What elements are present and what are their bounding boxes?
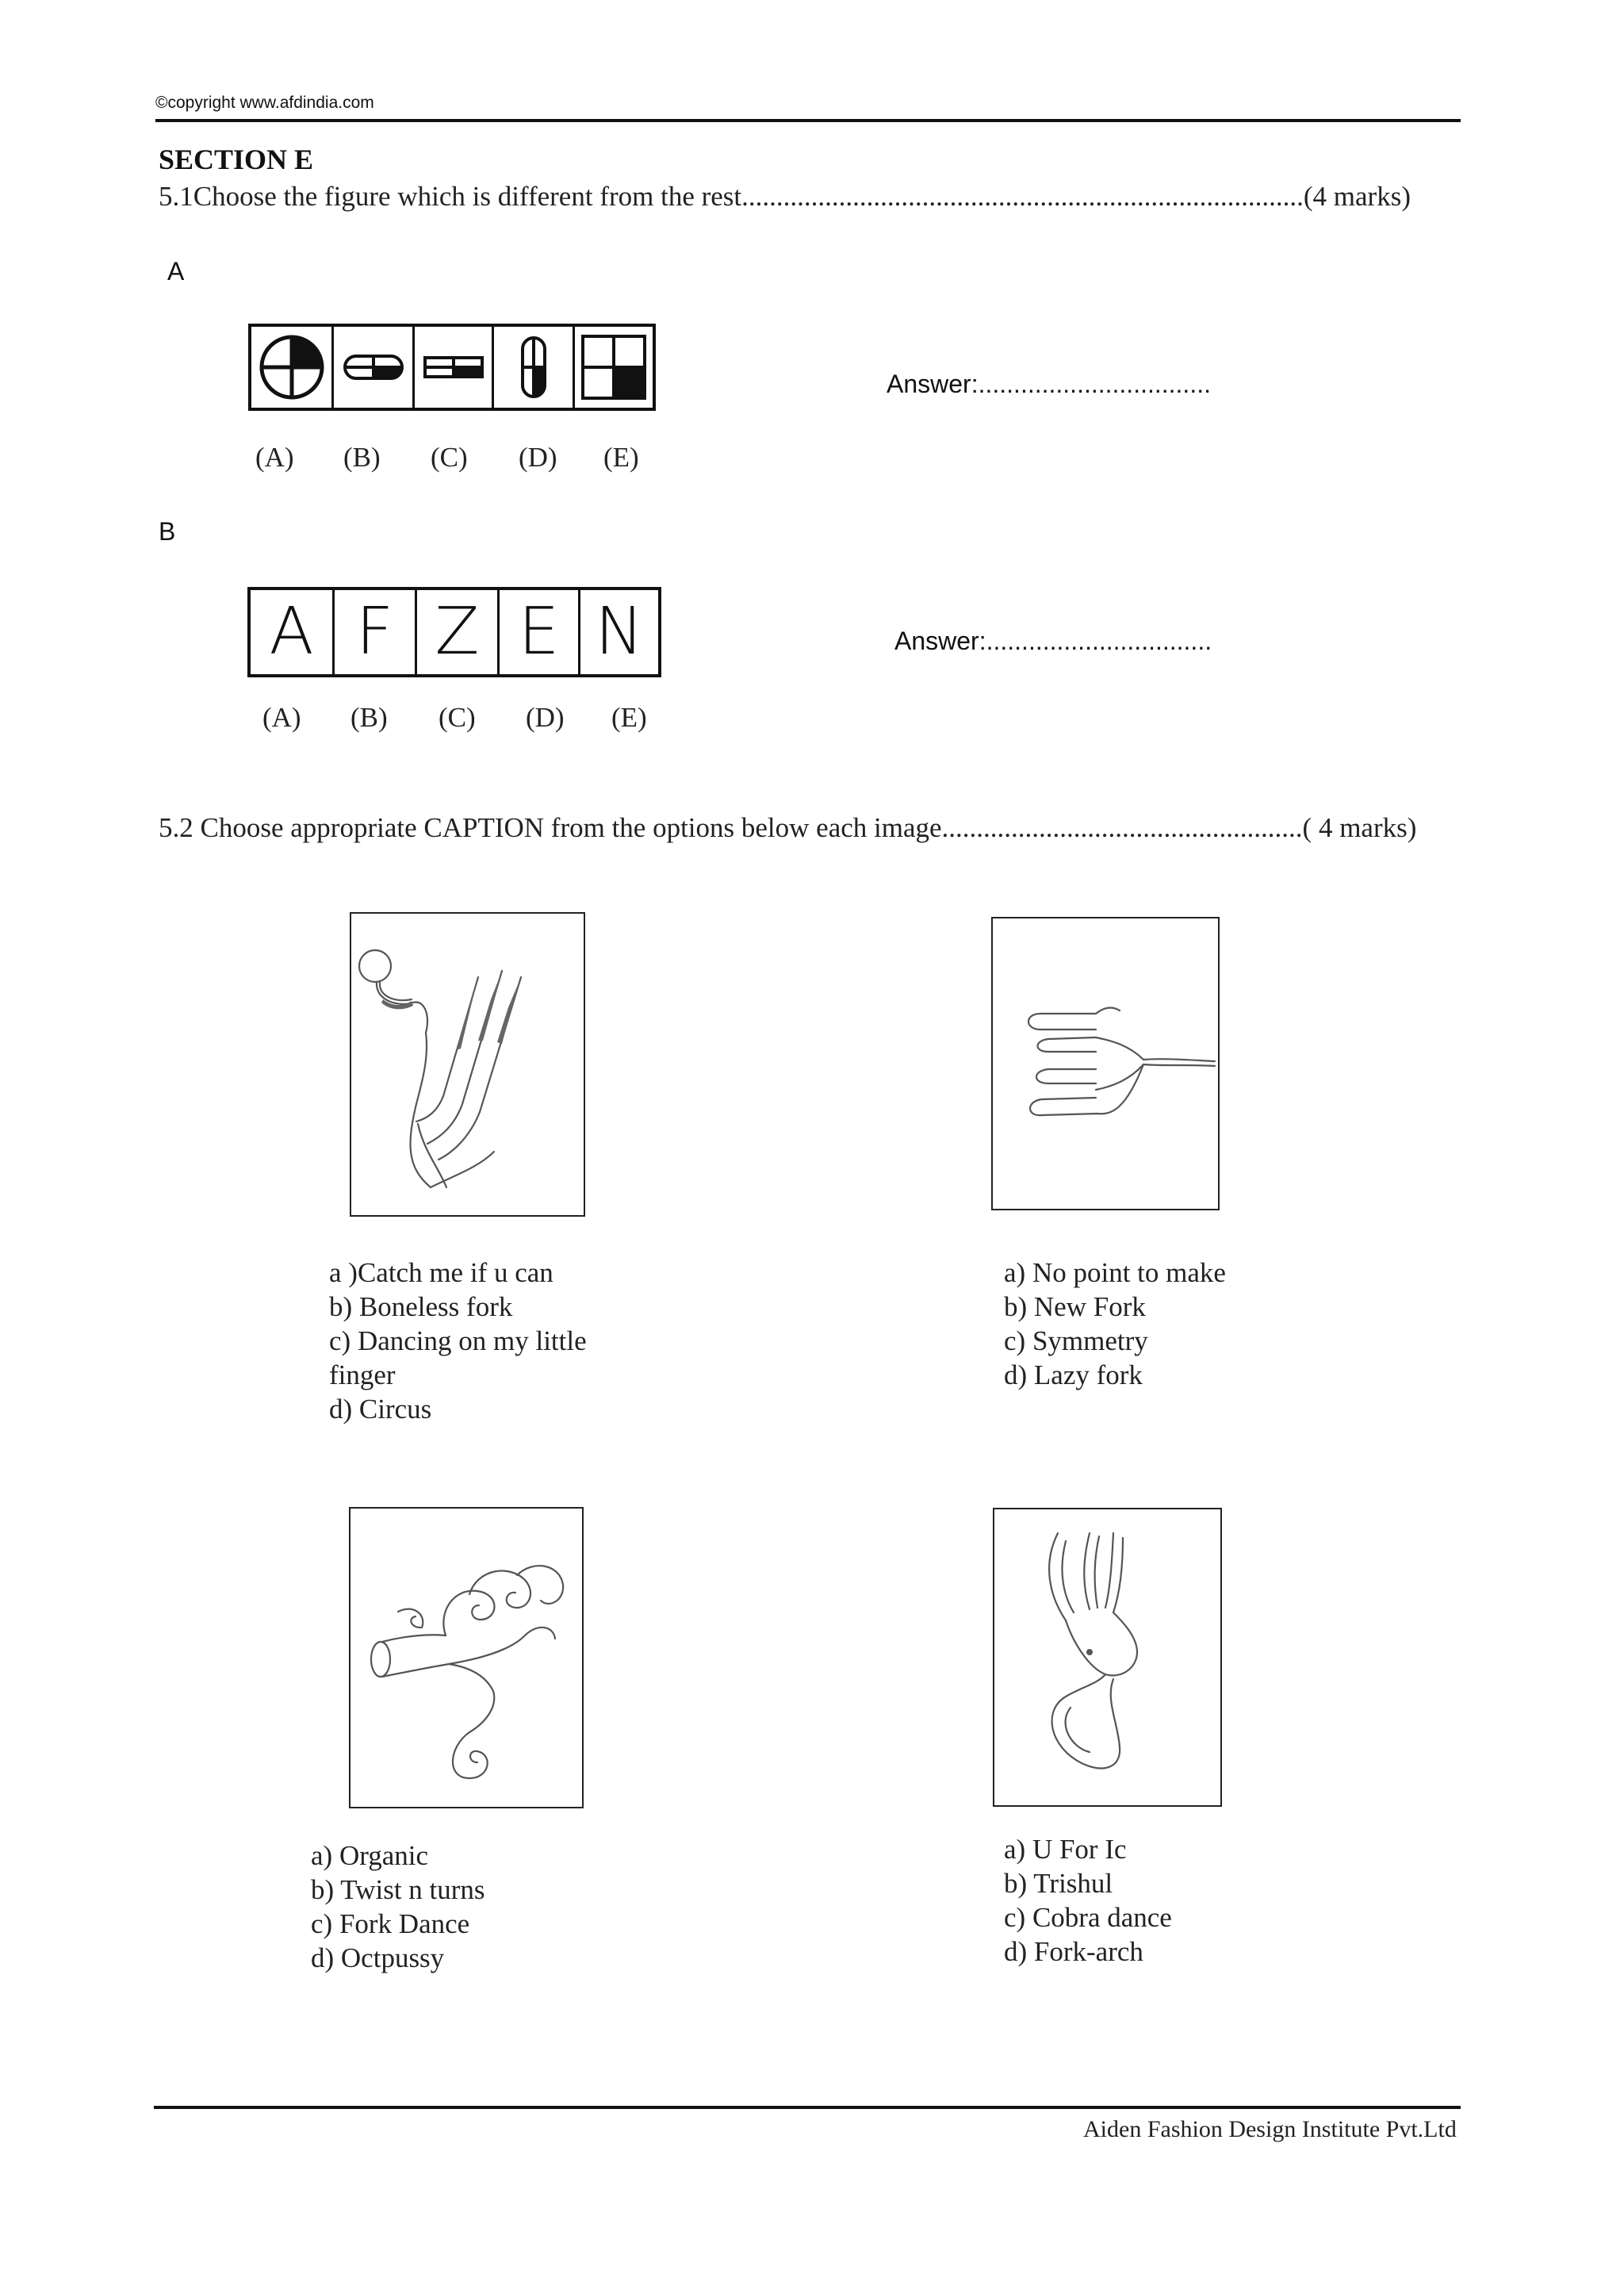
figure-d-vertical-capsule <box>494 327 575 408</box>
part-b-option-b: (B) <box>350 702 388 733</box>
part-a-option-c: (C) <box>431 442 468 473</box>
part-b-option-d: (D) <box>526 702 565 733</box>
caption-3-option-d: d) Octpussy <box>311 1942 445 1973</box>
caption-options-2 <box>1004 1256 1226 1392</box>
caption-image-3 <box>349 1507 584 1808</box>
caption-2-option-a: a) No point to make <box>1004 1257 1226 1288</box>
question-5-1-text: 5.1Choose the figure which is different from the rest.................................................................................(4 marks) <box>159 181 1411 212</box>
part-b-option-e: (E) <box>611 702 647 733</box>
caption-4-option-b: b) Trishul <box>1004 1868 1113 1899</box>
footer-rule <box>154 2106 1461 2109</box>
horizontal-rectangle-icon <box>418 332 489 403</box>
fork-fingers-drawing-icon <box>993 918 1218 1209</box>
fork-juggling-drawing-icon <box>351 914 584 1215</box>
quartered-square-icon <box>578 332 649 403</box>
part-b-option-c: (C) <box>439 702 476 733</box>
caption-3-option-a: a) Organic <box>311 1840 429 1871</box>
section-title: SECTION E <box>159 144 314 175</box>
letter-cell-z <box>417 590 500 674</box>
part-b-label: B <box>159 517 176 546</box>
part-b-letter-strip <box>247 587 661 677</box>
part-a-option-d: (D) <box>519 442 557 473</box>
header-rule <box>155 119 1461 122</box>
part-a-option-labels <box>0 442 714 477</box>
part-a-answer-line: Answer:................................. <box>887 370 1211 398</box>
horizontal-capsule-icon <box>338 332 409 403</box>
fork-swirls-drawing-icon <box>350 1509 582 1807</box>
caption-2-option-d: d) Lazy fork <box>1004 1359 1143 1390</box>
part-a-option-b: (B) <box>343 442 381 473</box>
caption-3-option-c: c) Fork Dance <box>311 1908 470 1939</box>
letter-cell-f <box>335 590 417 674</box>
letter-cell-e <box>500 590 580 674</box>
caption-options-3 <box>311 1839 485 1975</box>
letter-cell-a <box>251 590 335 674</box>
caption-2-option-b: b) New Fork <box>1004 1291 1146 1322</box>
letter-e: E <box>518 594 560 669</box>
caption-image-1 <box>350 912 585 1217</box>
question-5-2-text: 5.2 Choose appropriate CAPTION from the options below each image....................................................( 4 marks) <box>159 812 1417 843</box>
part-b-answer-line: Answer:................................ <box>894 627 1212 655</box>
letter-a: A <box>269 594 314 669</box>
part-a-option-a: (A) <box>255 442 294 473</box>
caption-image-2 <box>991 917 1220 1210</box>
caption-2-option-c: c) Symmetry <box>1004 1325 1148 1356</box>
letter-n: N <box>595 594 644 669</box>
letter-cell-n <box>580 590 658 674</box>
letter-f: F <box>355 594 394 669</box>
caption-1-option-c-cont: finger <box>329 1359 396 1390</box>
caption-options-1 <box>329 1256 587 1426</box>
letter-z: Z <box>435 594 480 669</box>
caption-4-option-a: a) U For Ic <box>1004 1834 1127 1865</box>
part-a-figure-strip <box>248 324 656 411</box>
caption-4-option-c: c) Cobra dance <box>1004 1902 1172 1933</box>
caption-3-option-b: b) Twist n turns <box>311 1874 485 1905</box>
figure-b-horizontal-capsule <box>334 327 415 408</box>
caption-options-4 <box>1004 1832 1172 1969</box>
figure-c-horizontal-rect <box>415 327 494 408</box>
part-b-option-a: (A) <box>262 702 301 733</box>
vertical-capsule-icon <box>498 332 569 403</box>
figure-a-quartered-circle <box>251 327 334 408</box>
caption-4-option-d: d) Fork-arch <box>1004 1936 1143 1967</box>
caption-1-option-b: b) Boneless fork <box>329 1291 513 1322</box>
caption-1-option-d: d) Circus <box>329 1394 432 1425</box>
quartered-circle-icon <box>256 332 327 403</box>
caption-image-4 <box>993 1508 1222 1807</box>
part-a-label: A <box>167 257 185 286</box>
footer-institute: Aiden Fashion Design Institute Pvt.Ltd <box>1083 2116 1457 2142</box>
part-a-option-e: (E) <box>603 442 639 473</box>
copyright-text: ©copyright www.afdindia.com <box>155 94 374 112</box>
part-b-option-labels <box>0 702 714 737</box>
fork-cobra-drawing-icon <box>994 1509 1220 1805</box>
figure-e-quartered-square <box>575 327 653 408</box>
caption-1-option-a: a )Catch me if u can <box>329 1257 553 1288</box>
caption-1-option-c: c) Dancing on my little <box>329 1325 587 1356</box>
